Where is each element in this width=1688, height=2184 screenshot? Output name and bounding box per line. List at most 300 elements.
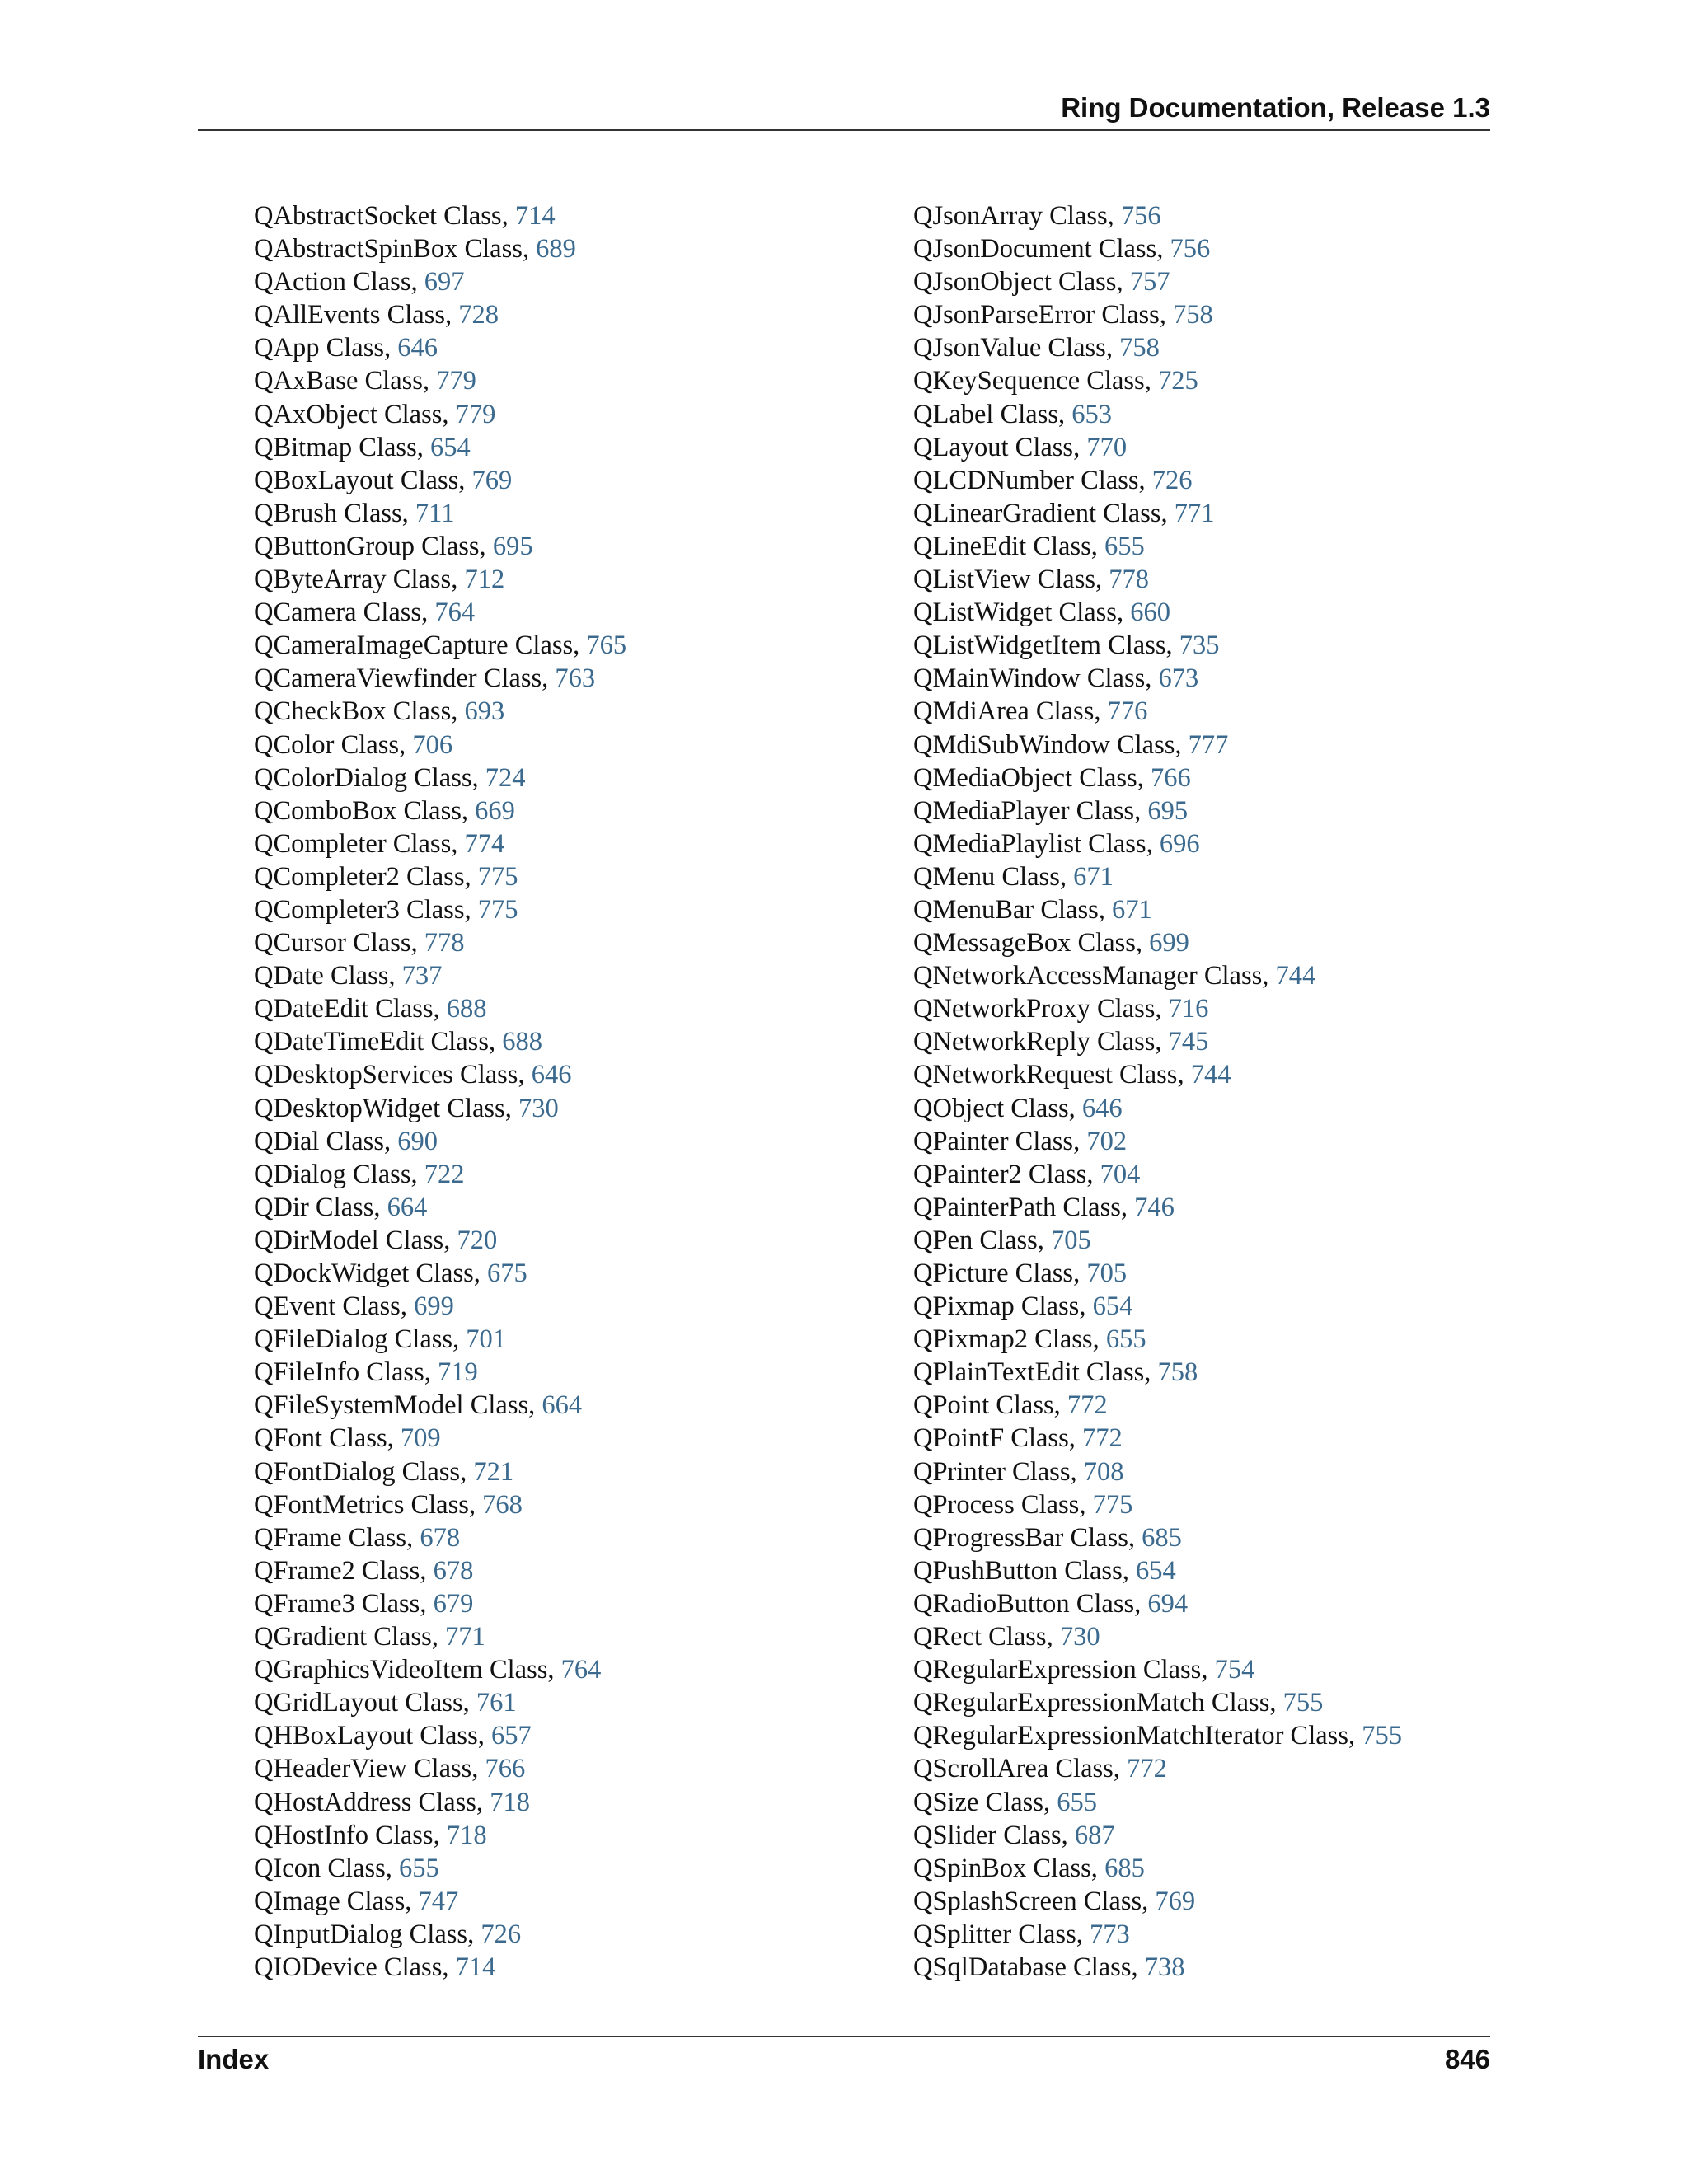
index-entry [254,1686,626,1719]
index-entry [913,464,1402,497]
index-page-link[interactable]: 763 [555,663,596,694]
index-entry-name: QFrame Class, [254,1522,420,1553]
index-page-link[interactable]: 719 [437,1357,478,1388]
index-page-link[interactable]: 737 [401,961,443,991]
index-page-link[interactable]: 730 [1059,1622,1100,1652]
index-page-link[interactable]: 689 [536,234,576,265]
index-entry [254,596,626,629]
index-page-link[interactable]: 694 [1147,1588,1189,1619]
index-page-link[interactable]: 778 [1109,565,1150,595]
index-entry [254,1025,626,1058]
running-header-title: Ring Documentation, Release 1.3 [1061,92,1490,123]
index-entry-name: QPointF Class, [913,1423,1082,1454]
index-entry-name: QAbstractSpinBox Class, [254,234,537,265]
index-page-link[interactable]: 738 [1144,1952,1185,1982]
index-column-right [913,199,1402,1984]
index-page-link[interactable]: 701 [466,1324,507,1355]
index-entry [913,893,1402,926]
index-entry [254,695,626,728]
index-entry [254,827,626,860]
index-page-link[interactable]: 655 [1104,531,1145,561]
index-entry-name: QRegularExpression Class, [913,1655,1215,1685]
index-entry [913,1092,1402,1125]
footer-section-label: Index [198,2044,270,2074]
index-page-link[interactable]: 712 [464,565,505,595]
index-page-link[interactable]: 722 [424,1159,465,1189]
index-page-link[interactable]: 714 [455,1952,496,1982]
index-entry-name: QSplitter Class, [913,1919,1090,1949]
index-page-link[interactable]: 685 [1142,1522,1182,1553]
index-entry [913,827,1402,860]
index-entry [913,563,1402,596]
index-page-link[interactable]: 696 [1159,828,1200,859]
index-entry-name: QDir Class, [254,1192,387,1222]
index-entry-name: QImage Class, [254,1886,419,1916]
index-entry [254,199,626,232]
index-entry-name: QMediaPlaylist Class, [913,828,1160,859]
index-entry [254,563,626,596]
index-page-link[interactable]: 705 [1051,1225,1091,1255]
index-entry-name: QFileInfo Class, [254,1357,438,1388]
index-page-link[interactable]: 653 [1071,399,1113,429]
index-entry [913,232,1402,265]
index-entry-name: QDialog Class, [254,1159,424,1189]
index-entry [254,464,626,497]
footer-page-number: 846 [1444,2044,1490,2074]
index-entry-name: QCompleter Class, [254,828,465,859]
index-page-link[interactable]: 778 [424,928,465,958]
index-entry [254,1191,626,1224]
index-page-link[interactable]: 669 [475,795,515,826]
index-page-link[interactable]: 766 [1150,762,1191,793]
index-entry-name: QFileDialog Class, [254,1324,467,1355]
index-page-link[interactable]: 714 [514,201,556,231]
index-page-link[interactable]: 730 [518,1093,559,1123]
index-page-link[interactable]: 769 [471,465,513,495]
index-page-link[interactable]: 765 [586,630,627,661]
index-entry-name: QGraphicsVideoItem Class, [254,1655,561,1685]
index-entry [254,1455,626,1488]
index-entry [254,265,626,298]
index-entry [913,992,1402,1025]
index-entry [254,1819,626,1852]
index-entry-name: QKeySequence Class, [913,366,1158,396]
index-page-link[interactable]: 772 [1081,1423,1123,1454]
index-entry [913,959,1402,992]
index-entry-name: QLCDNumber Class, [913,465,1152,495]
index-entry [913,298,1402,331]
index-entry-name: QJsonParseError Class, [913,300,1174,330]
index-entry [913,1719,1402,1752]
index-page-link[interactable]: 705 [1086,1258,1128,1288]
index-entry-name: QJsonArray Class, [913,201,1121,231]
index-entry [254,1058,626,1091]
index-entry [913,662,1402,695]
index-page-link[interactable]: 776 [1107,696,1148,727]
index-entry [913,1488,1402,1521]
index-page-link[interactable]: 775 [1092,1489,1133,1520]
index-entry [913,1455,1402,1488]
index-entry [913,1125,1402,1158]
index-entry-name: QHeaderView Class, [254,1754,485,1784]
index-page-link[interactable]: 724 [485,762,526,793]
index-entry [913,1356,1402,1389]
index-page-link[interactable]: 673 [1158,663,1199,694]
index-page-link[interactable]: 695 [492,531,533,561]
index-page-link[interactable]: 646 [531,1060,572,1090]
index-entry [254,1786,626,1819]
index-page-link[interactable]: 708 [1083,1456,1124,1487]
index-page-link[interactable]: 764 [560,1655,602,1685]
index-entry [913,1951,1402,1984]
index-page-link[interactable]: 660 [1130,598,1170,628]
index-page-link[interactable]: 721 [473,1456,514,1487]
index-page-link[interactable]: 746 [1134,1192,1175,1222]
index-entry [913,364,1402,397]
index-entry-name: QListWidget Class, [913,598,1131,628]
index-entry [254,1125,626,1158]
index-entry [254,1951,626,1984]
index-entry [254,1885,626,1918]
index-page-link[interactable]: 755 [1362,1721,1402,1751]
index-page-link[interactable]: 735 [1179,630,1220,661]
index-entry-name: QPushButton Class, [913,1555,1136,1586]
index-page-link[interactable]: 655 [1057,1787,1097,1817]
index-entry-name: QPainter2 Class, [913,1159,1100,1189]
index-page-link[interactable]: 769 [1155,1886,1196,1916]
index-entry-name: QSplashScreen Class, [913,1886,1156,1916]
index-entry-name: QLinearGradient Class, [913,498,1175,528]
index-entry-name: QDirModel Class, [254,1225,457,1255]
index-page-link[interactable]: 758 [1157,1357,1198,1388]
index-entry [254,1224,626,1257]
index-entry-name: QDesktopServices Class, [254,1060,532,1090]
index-page-link[interactable]: 755 [1282,1688,1324,1718]
index-page-link[interactable]: 679 [433,1588,474,1619]
index-entry-name: QPicture Class, [913,1258,1087,1288]
index-entry-name: QMediaPlayer Class, [913,795,1148,826]
index-page-link[interactable]: 654 [1135,1555,1176,1586]
index-entry-name: QRadioButton Class, [913,1588,1148,1619]
index-page-link[interactable]: 775 [477,894,518,925]
index-entry [913,1587,1402,1620]
index-entry [254,1389,626,1422]
index-column-left [254,199,626,1984]
index-page-link[interactable]: 720 [457,1225,498,1255]
index-page-link[interactable]: 664 [542,1390,583,1421]
footer-rule [198,2036,1490,2037]
index-entry-name: QPoint Class, [913,1390,1067,1421]
index-page-link[interactable]: 761 [476,1688,517,1718]
index-entry-name: QListView Class, [913,565,1109,595]
index-entry-name: QListWidgetItem Class, [913,630,1179,661]
index-page-link[interactable]: 709 [400,1423,441,1454]
index-entry-name: QLabel Class, [913,399,1072,429]
index-page-link[interactable]: 766 [485,1754,526,1784]
index-entry-name: QPen Class, [913,1225,1052,1255]
index-page-link[interactable]: 726 [481,1919,522,1949]
index-entry-name: QRegularExpressionMatchIterator Class, [913,1721,1362,1751]
index-page-link[interactable]: 774 [464,828,505,859]
index-entry-name: QPainterPath Class, [913,1192,1135,1222]
index-entry-name: QPixmap Class, [913,1291,1093,1322]
index-entry-name: QCursor Class, [254,928,424,958]
index-page-link[interactable]: 699 [414,1291,454,1322]
index-entry [913,331,1402,364]
index-entry [913,1058,1402,1091]
index-entry [254,530,626,563]
index-entry-name: QIODevice Class, [254,1952,456,1982]
index-page-link[interactable]: 678 [433,1555,474,1586]
index-entry [913,1389,1402,1422]
index-page-link[interactable]: 702 [1086,1126,1128,1156]
index-entry [254,398,626,431]
index-entry-name: QEvent Class, [254,1291,415,1322]
index-entry [254,232,626,265]
index-entry [254,1356,626,1389]
index-entry-name: QLineEdit Class, [913,531,1104,561]
index-page-link[interactable]: 770 [1086,432,1128,462]
index-entry [254,1488,626,1521]
index-entry-name: QScrollArea Class, [913,1754,1128,1784]
index-entry-name: QJsonDocument Class, [913,234,1170,265]
index-page-link[interactable]: 744 [1190,1060,1231,1090]
index-entry-name: QPlainTextEdit Class, [913,1357,1158,1388]
index-entry [913,1224,1402,1257]
index-entry-name: QMdiArea Class, [913,696,1108,727]
index-entry-name: QCameraImageCapture Class, [254,630,587,661]
index-entry [254,1290,626,1323]
index-page-link[interactable]: 775 [477,861,518,892]
index-entry [254,331,626,364]
index-entry-name: QAxBase Class, [254,366,437,396]
index-entry [913,1653,1402,1686]
index-entry-name: QPrinter Class, [913,1456,1084,1487]
index-page-link[interactable]: 699 [1149,928,1189,958]
index-entry-name: QApp Class, [254,333,398,363]
index-entry-name: QSize Class, [913,1787,1057,1817]
index-entry [913,926,1402,959]
index-entry [913,1191,1402,1224]
index-entry [254,1918,626,1951]
index-entry-name: QProcess Class, [913,1489,1093,1520]
index-entry [913,398,1402,431]
index-entry [254,926,626,959]
index-entry [254,992,626,1025]
index-page-link[interactable]: 777 [1188,729,1229,760]
index-page-link[interactable]: 678 [420,1522,461,1553]
index-entry-name: QColorDialog Class, [254,762,485,793]
index-entry [254,431,626,464]
index-entry-name: QCompleter2 Class, [254,861,478,892]
index-page-link[interactable]: 706 [412,729,453,760]
index-entry [913,1752,1402,1785]
index-entry-name: QHostAddress Class, [254,1787,490,1817]
index-entry [913,199,1402,232]
index-entry [254,298,626,331]
index-entry [913,1257,1402,1290]
index-entry [913,431,1402,464]
index-entry-name: QNetworkReply Class, [913,1027,1169,1057]
index-page-link[interactable]: 671 [1073,861,1114,892]
index-entry-name: QHostInfo Class, [254,1820,447,1850]
index-page-link[interactable]: 744 [1275,961,1316,991]
index-entry-name: QGridLayout Class, [254,1688,476,1718]
index-page-link[interactable]: 655 [1105,1324,1146,1355]
index-entry [254,1521,626,1554]
index-page-link[interactable]: 654 [429,432,471,462]
index-entry-name: QFontMetrics Class, [254,1489,483,1520]
index-entry-name: QCheckBox Class, [254,696,465,727]
index-entry [254,959,626,992]
index-entry-name: QMenuBar Class, [913,894,1113,925]
index-entry [913,762,1402,794]
index-entry-name: QJsonValue Class, [913,333,1120,363]
index-entry [913,1620,1402,1653]
index-entry [913,1686,1402,1719]
index-entry-name: QSlider Class, [913,1820,1075,1850]
index-page-link[interactable]: 772 [1127,1754,1167,1784]
index-entry-name: QNetworkRequest Class, [913,1060,1191,1090]
index-entry [913,794,1402,827]
index-entry-name: QAbstractSocket Class, [254,201,515,231]
index-entry-name: QJsonObject Class, [913,267,1130,298]
index-entry-name: QFontDialog Class, [254,1456,474,1487]
index-entry-name: QLayout Class, [913,432,1087,462]
index-entry-name: QByteArray Class, [254,565,465,595]
index-page-link[interactable]: 671 [1112,894,1152,925]
index-page-link[interactable]: 657 [490,1721,532,1751]
index-entry-name: QDateEdit Class, [254,994,447,1024]
index-page-link[interactable]: 756 [1120,201,1161,231]
index-page-link[interactable]: 779 [436,366,476,396]
index-page-link[interactable]: 654 [1092,1291,1133,1322]
index-entry-name: QBoxLayout Class, [254,465,472,495]
index-entry [913,1554,1402,1587]
index-entry-name: QPixmap2 Class, [913,1324,1106,1355]
index-page-link[interactable]: 718 [446,1820,487,1850]
index-entry [254,762,626,794]
index-page-link[interactable]: 646 [1081,1093,1123,1123]
index-entry-name: QComboBox Class, [254,795,476,826]
index-entry-name: QButtonGroup Class, [254,531,493,561]
index-entry [913,695,1402,728]
index-entry-name: QHBoxLayout Class, [254,1721,491,1751]
index-page-link[interactable]: 771 [1174,498,1215,528]
index-page-link[interactable]: 675 [487,1258,528,1288]
index-page-link[interactable]: 664 [387,1192,428,1222]
index-entry [254,1587,626,1620]
index-page-link[interactable]: 646 [397,333,438,363]
index-page-link[interactable]: 695 [1147,795,1189,826]
index-page-link[interactable]: 771 [444,1622,485,1652]
index-entry-name: QFont Class, [254,1423,401,1454]
index-page-link[interactable]: 747 [418,1886,459,1916]
index-page-link[interactable]: 756 [1170,234,1211,265]
index-entry [254,364,626,397]
index-entry-name: QRect Class, [913,1622,1060,1652]
index-entry [254,1158,626,1191]
index-page-link[interactable]: 754 [1214,1655,1255,1685]
index-entry [913,265,1402,298]
index-entry [913,1852,1402,1885]
index-entry [254,1852,626,1885]
index-entry [254,1092,626,1125]
index-page-link[interactable]: 688 [446,994,487,1024]
index-entry [254,729,626,762]
index-entry [254,794,626,827]
index-page-link[interactable]: 764 [434,598,476,628]
index-page-link[interactable]: 688 [502,1027,542,1057]
index-entry-name: QMainWindow Class, [913,663,1159,694]
index-entry [254,1323,626,1356]
index-page-link[interactable]: 655 [399,1853,439,1883]
index-entry-name: QCompleter3 Class, [254,894,478,925]
index-entry-name: QColor Class, [254,729,413,760]
index-page-link[interactable]: 725 [1157,366,1198,396]
index-page-link[interactable]: 728 [458,300,499,330]
index-entry [913,1521,1402,1554]
index-page-link[interactable]: 757 [1129,267,1170,298]
index-entry [913,530,1402,563]
index-page-link[interactable]: 745 [1168,1027,1209,1057]
index-entry [913,497,1402,530]
index-entry-name: QAction Class, [254,267,424,298]
index-page-link[interactable]: 773 [1089,1919,1130,1949]
index-entry-name: QGradient Class, [254,1622,445,1652]
index-page-link[interactable]: 704 [1100,1159,1141,1189]
index-entry-name: QMdiSubWindow Class, [913,729,1189,760]
index-entry [254,1752,626,1785]
index-page-link[interactable]: 768 [482,1489,523,1520]
index-entry [254,1554,626,1587]
index-entry-name: QObject Class, [913,1093,1082,1123]
index-entry [913,729,1402,762]
index-page-link[interactable]: 718 [490,1787,530,1817]
index-entry [254,1719,626,1752]
index-entry [913,1158,1402,1191]
index-page-link[interactable]: 687 [1074,1820,1115,1850]
index-page-link[interactable]: 758 [1119,333,1160,363]
index-entry [913,629,1402,662]
index-page-link[interactable]: 772 [1067,1390,1108,1421]
index-entry-name: QAllEvents Class, [254,300,459,330]
index-entry-name: QMessageBox Class, [913,928,1150,958]
index-page-link[interactable]: 711 [415,498,455,528]
index-page-link[interactable]: 726 [1151,465,1193,495]
index-page-link[interactable]: 693 [464,696,505,727]
index-entry [254,893,626,926]
index-entry-name: QRegularExpressionMatch Class, [913,1688,1283,1718]
index-entry-name: QCamera Class, [254,598,435,628]
index-page-link[interactable]: 779 [455,399,496,429]
index-entry [254,1620,626,1653]
index-page-link[interactable]: 685 [1104,1853,1145,1883]
index-page-link[interactable]: 758 [1173,300,1213,330]
index-entry-name: QIcon Class, [254,1853,400,1883]
index-entry [254,1422,626,1455]
index-entry-name: QFrame3 Class, [254,1588,434,1619]
index-entry-name: QDial Class, [254,1126,398,1156]
index-page-link[interactable]: 697 [424,267,465,298]
index-entry-name: QCameraViewfinder Class, [254,663,556,694]
index-page-link[interactable]: 690 [397,1126,438,1156]
index-entry [254,662,626,695]
index-entry [254,1653,626,1686]
index-page-link[interactable]: 716 [1168,994,1209,1024]
index-entry-name: QDateTimeEdit Class, [254,1027,503,1057]
header-rule [198,129,1490,131]
